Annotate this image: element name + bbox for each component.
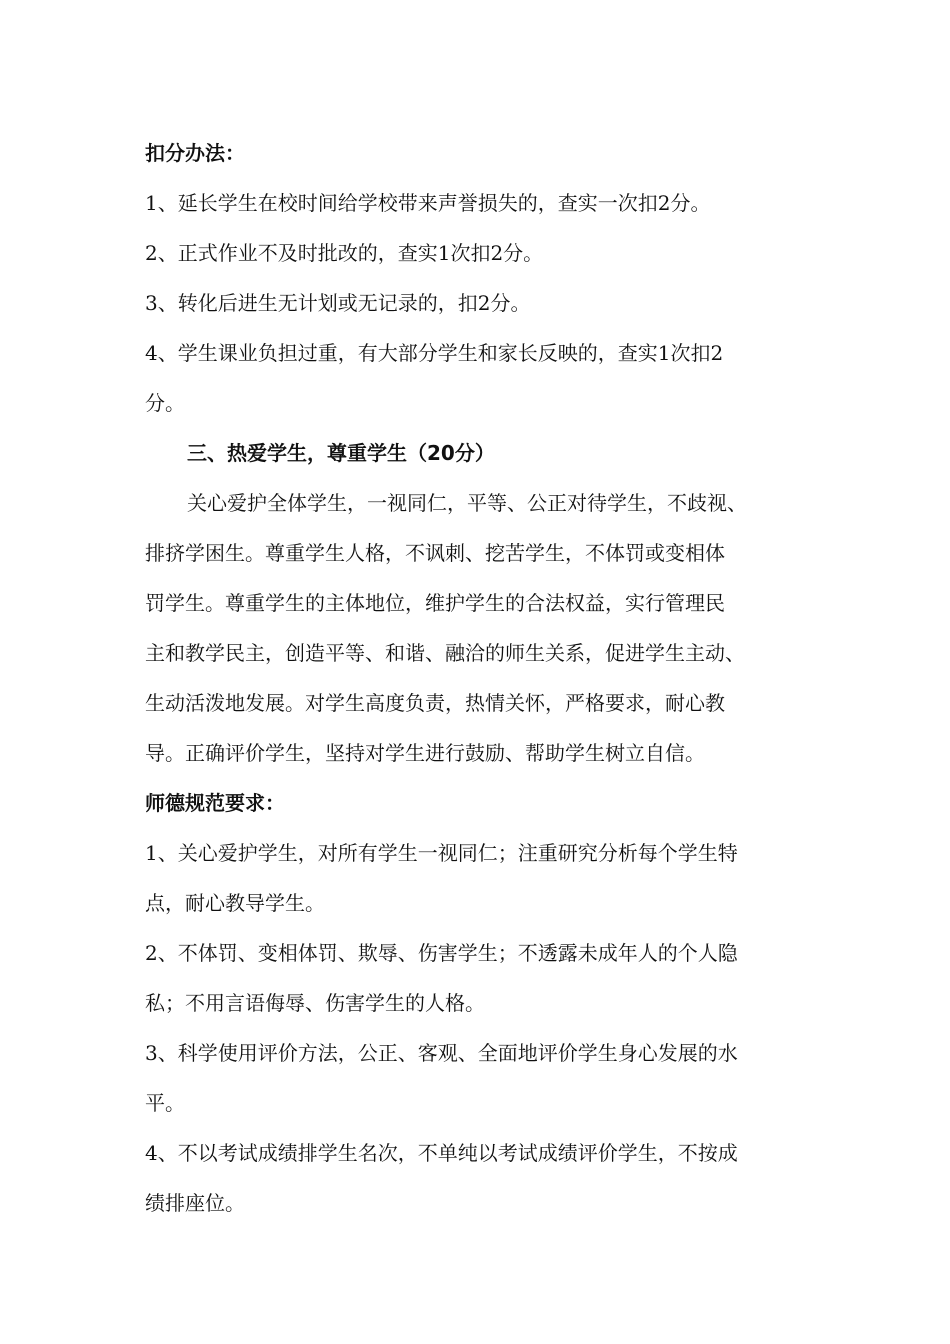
deduction-line: 分。	[145, 391, 185, 415]
deduction-line: 4、学生课业负担过重，有大部分学生和家长反映的，查实1次扣2	[145, 341, 724, 365]
body-line: 导。正确评价学生，坚持对学生进行鼓励、帮助学生树立自信。	[145, 741, 705, 765]
deduction-line: 3、转化后进生无计划或无记录的，扣2分。	[145, 291, 531, 315]
requirements-heading: 师德规范要求：	[145, 791, 285, 815]
requirement-line: 点，耐心教导学生。	[145, 891, 325, 915]
deduction-line: 1、延长学生在校时间给学校带来声誉损失的，查实一次扣2分。	[145, 191, 711, 215]
section-title: 三、热爱学生，尊重学生（20分）	[187, 441, 495, 465]
requirement-line: 2、不体罚、变相体罚、欺辱、伤害学生；不透露未成年人的个人隐	[145, 941, 738, 965]
body-line: 主和教学民主，创造平等、和谐、融洽的师生关系，促进学生主动、	[145, 641, 745, 665]
requirement-line: 私；不用言语侮辱、伤害学生的人格。	[145, 991, 485, 1015]
body-line: 罚学生。尊重学生的主体地位，维护学生的合法权益，实行管理民	[145, 591, 725, 615]
requirement-line: 绩排座位。	[145, 1191, 245, 1215]
requirement-line: 1、关心爱护学生，对所有学生一视同仁；注重研究分析每个学生特	[145, 841, 738, 865]
body-line: 生动活泼地发展。对学生高度负责，热情关怀，严格要求，耐心教	[145, 691, 725, 715]
requirement-line: 4、不以考试成绩排学生名次，不单纯以考试成绩评价学生，不按成	[145, 1141, 738, 1165]
body-line: 关心爱护全体学生，一视同仁，平等、公正对待学生，不歧视、	[187, 491, 747, 515]
deduction-line: 2、正式作业不及时批改的，查实1次扣2分。	[145, 241, 544, 265]
body-line: 排挤学困生。尊重学生人格，不讽刺、挖苦学生，不体罚或变相体	[145, 541, 725, 565]
deduction-heading: 扣分办法：	[145, 141, 245, 165]
requirement-line: 3、科学使用评价方法，公正、客观、全面地评价学生身心发展的水	[145, 1041, 738, 1065]
requirement-line: 平。	[145, 1091, 185, 1115]
document-page	[145, 128, 810, 1228]
